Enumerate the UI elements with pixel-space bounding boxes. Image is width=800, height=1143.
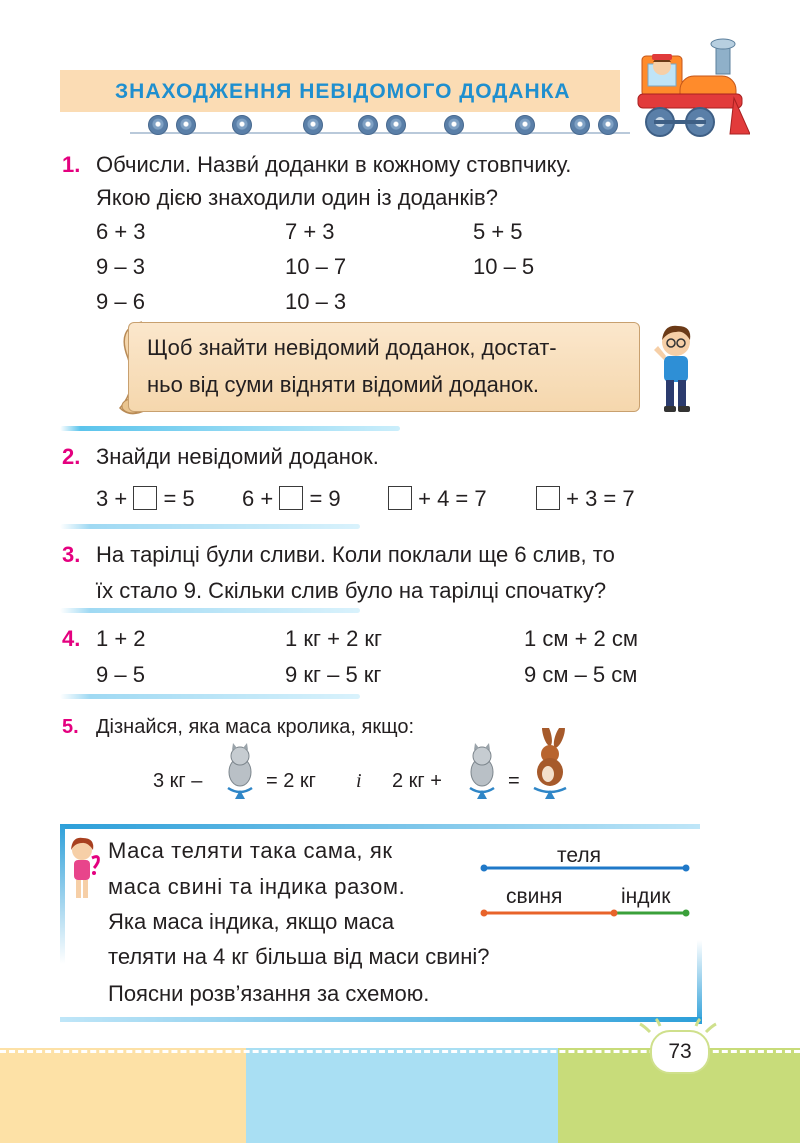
task-4-number: 4. <box>62 626 81 651</box>
girl-with-question-icon <box>66 836 102 904</box>
rabbit-on-scale-icon <box>526 728 576 800</box>
task-1-expression: 9 – 6 <box>96 289 145 314</box>
task-6-line-5: Поясни розв’язання за схемою. <box>108 981 430 1006</box>
task-1-expression: 6 + 3 <box>96 219 146 244</box>
scheme-endpoint <box>683 865 690 872</box>
task-5-number: 5. <box>62 716 79 738</box>
scheme-endpoint <box>481 865 488 872</box>
scheme-label-calf: теля <box>557 844 601 867</box>
task-5-text: Дізнайся, яка маса кролика, якщо: <box>96 716 415 738</box>
task-5-eq2-right: = <box>508 770 520 792</box>
scheme-endpoint <box>481 910 488 917</box>
task-6-line-2: маса свині та індика разом. <box>108 874 406 899</box>
task-4-expression: 9 см – 5 см <box>524 662 638 687</box>
task-3-text-line-2: їх стало 9. Скільки слив було на тарілці спочатку? <box>96 578 607 603</box>
task-2-equation: 3 + = 5 <box>96 486 195 511</box>
page-title: ЗНАХОДЖЕННЯ НЕВІДОМОГО ДОДАНКА <box>115 80 571 103</box>
task-box-border <box>60 1017 702 1022</box>
task-box-border <box>60 824 65 964</box>
task-1-text-line-2: Якою дією знаходили один із доданків? <box>96 185 498 210</box>
wheel-icon <box>232 115 252 135</box>
answer-box[interactable] <box>133 486 157 510</box>
task-6-line-1: Маса теляти така сама, як <box>108 838 393 863</box>
task-1-expression: 10 – 7 <box>285 254 347 279</box>
task-5-eq1-right: = 2 кг <box>266 770 316 792</box>
scheme-endpoint <box>683 910 690 917</box>
scheme-label-turkey: індик <box>621 885 671 908</box>
task-4-expression: 1 + 2 <box>96 626 146 651</box>
task-1-text-line-1: Обчисли. Назви́ доданки в кожному стовпчику. <box>96 152 572 177</box>
wheel-icon <box>148 115 168 135</box>
task-1-expression: 9 – 3 <box>96 254 145 279</box>
section-divider <box>60 524 360 529</box>
task-4-expression: 9 кг – 5 кг <box>285 662 382 687</box>
wheel-icon <box>515 115 535 135</box>
task-4-expression: 1 см + 2 см <box>524 626 639 651</box>
task-2-equation: 6 + = 9 <box>242 486 341 511</box>
task-5-eq1-left: 3 кг – <box>153 770 203 792</box>
footer-band <box>246 1048 558 1143</box>
task-1-number: 1. <box>62 152 81 177</box>
wheel-icon <box>303 115 323 135</box>
task-5-and: і <box>356 770 362 792</box>
wheel-icon <box>386 115 406 135</box>
section-divider <box>60 694 360 699</box>
answer-box[interactable] <box>388 486 412 510</box>
task-box-border <box>60 824 700 829</box>
rule-line-1: Щоб знайти невідомий доданок, достат- <box>147 335 557 360</box>
task-2-equation: + 3 = 7 <box>536 482 635 516</box>
answer-box[interactable] <box>279 486 303 510</box>
task-1-expression: 5 + 5 <box>473 219 523 244</box>
train-engine-icon <box>630 36 750 140</box>
wheel-icon <box>598 115 618 135</box>
boy-with-glasses-icon <box>652 322 702 414</box>
task-5-eq2-left: 2 кг + <box>392 770 442 792</box>
rail-track <box>130 132 630 134</box>
task-3-text-line-1: На тарілці були сливи. Коли поклали ще 6 слив, то <box>96 542 615 567</box>
task-6-line-4: теляти на 4 кг більша від маси свині? <box>108 944 490 969</box>
task-3-number: 3. <box>62 542 81 567</box>
wheel-icon <box>570 115 590 135</box>
section-divider <box>60 426 400 431</box>
task-1-expression: 10 – 5 <box>473 254 535 279</box>
answer-box[interactable] <box>536 486 560 510</box>
task-4-expression: 9 – 5 <box>96 662 145 687</box>
wheel-icon <box>358 115 378 135</box>
task-1-expression: 10 – 3 <box>285 289 347 314</box>
section-divider <box>60 608 360 613</box>
task-box-border <box>697 940 702 1024</box>
task-2-text: Знайди невідомий доданок. <box>96 444 379 469</box>
task-4-expression: 1 кг + 2 кг <box>285 626 383 651</box>
cat-on-scale-icon <box>218 742 262 800</box>
task-2-equation: + 4 = 7 <box>388 482 487 516</box>
rule-line-2: ньо від суми відняти відомий доданок. <box>147 372 539 397</box>
page-number: 73 <box>650 1030 710 1074</box>
cat-on-scale-icon <box>460 742 504 800</box>
task-6-line-3: Яка маса індика, якщо маса <box>108 909 395 934</box>
wheel-icon <box>444 115 464 135</box>
task-1-expression: 7 + 3 <box>285 219 335 244</box>
rule-text <box>147 329 557 403</box>
footer-band <box>0 1048 246 1143</box>
wheel-icon <box>176 115 196 135</box>
scheme-endpoint <box>611 910 618 917</box>
scheme-label-pig: свиня <box>506 885 563 908</box>
task-2-number: 2. <box>62 444 81 469</box>
